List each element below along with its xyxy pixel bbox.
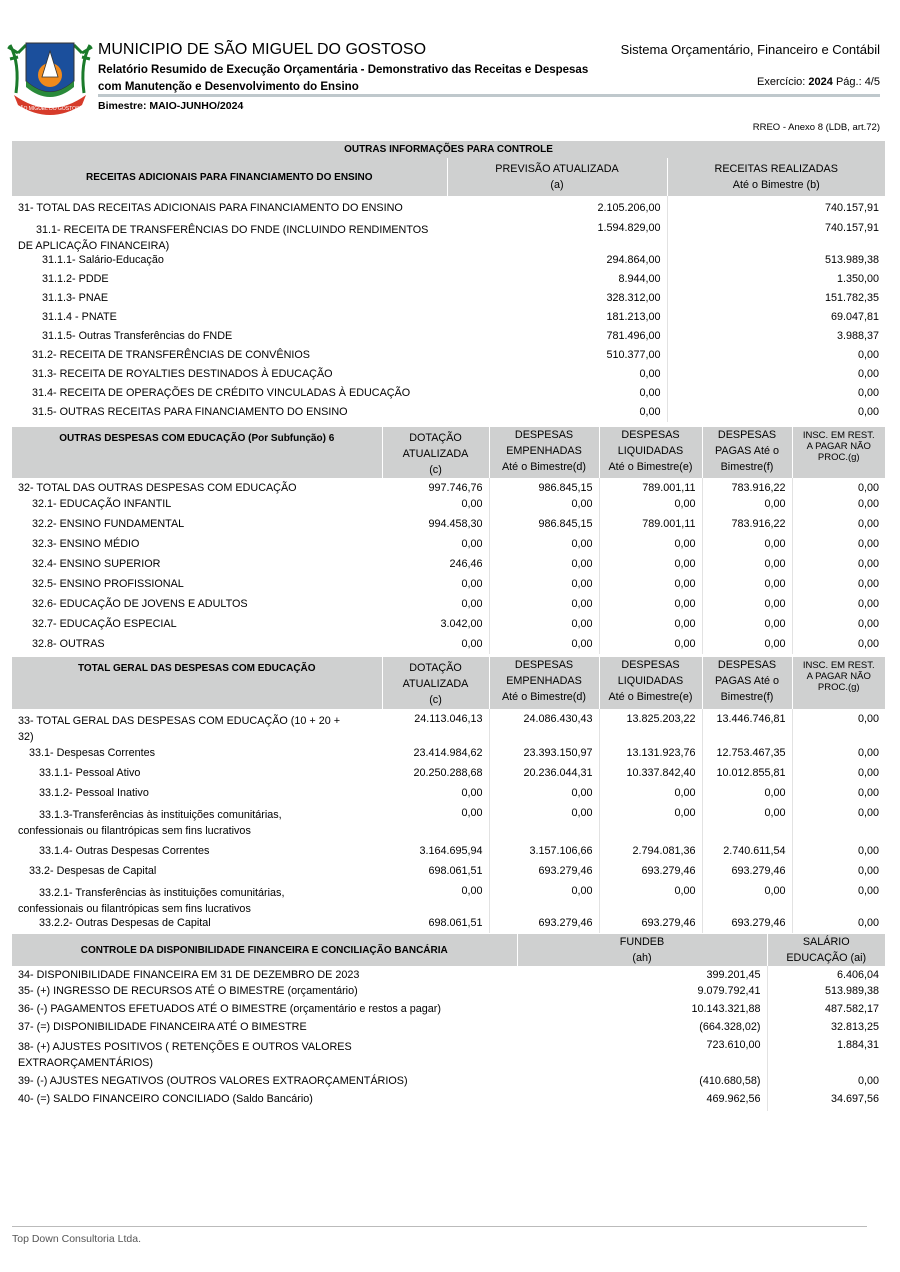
footer-divider <box>12 1226 867 1227</box>
table-row: 33.2.2- Outras Despesas de Capital 698.061,51 693.279,46 693.279,46 693.279,46 0,00 <box>12 917 885 933</box>
table-row: 32- TOTAL DAS OUTRAS DESPESAS COM EDUCAÇÃO 997.746,76 986.845,15 789.001,11 783.916,22 0,00 <box>12 478 885 498</box>
table-row: 31.1- RECEITA DE TRANSFERÊNCIAS DO FNDE (INCLUINDO RENDIMENTOS DE APLICAÇÃO FINANCEIRA) 1.594.829,00 740.157,91 <box>12 216 885 254</box>
footer-company: Top Down Consultoria Ltda. <box>12 1233 141 1245</box>
total-geral-table <box>12 657 885 933</box>
table-row: 33- TOTAL GERAL DAS DESPESAS COM EDUCAÇÃO (10 + 20 + 32) 24.113.046,13 24.086.430,43 13.825.203,22 13.446.746,81 0,00 <box>12 709 885 747</box>
previsao-atualizada-header: PREVISÃO ATUALIZADA (a) <box>447 158 667 196</box>
controle-header: CONTROLE DA DISPONIBILIDADE FINANCEIRA E CONCILIAÇÃO BANCÁRIA <box>12 934 517 966</box>
table-row: 37- (=) DISPONIBILIDADE FINANCEIRA ATÉ O BIMESTRE (664.328,02) 32.813,25 <box>12 1021 885 1039</box>
table-row: 31.1.3- PNAE 328.312,00 151.782,35 <box>12 292 885 311</box>
pagas-header: DESPESAS PAGAS Até o Bimestre(f) <box>702 427 792 478</box>
table-row: 33.1- Despesas Correntes 23.414.984,62 23.393.150,97 13.131.923,76 12.753.467,35 0,00 <box>12 747 885 767</box>
table-row: 32.1- EDUCAÇÃO INFANTIL 0,00 0,00 0,00 0,00 0,00 <box>12 498 885 518</box>
table-row: 31.4- RECEITA DE OPERAÇÕES DE CRÉDITO VINCULADAS À EDUCAÇÃO 0,00 0,00 <box>12 387 885 406</box>
logo-text: SÃO MIGUEL DO GOSTOSO <box>16 106 84 112</box>
table-row: 31.1.4 - PNATE 181.213,00 69.047,81 <box>12 311 885 330</box>
table-row: 33.1.2- Pessoal Inativo 0,00 0,00 0,00 0,00 0,00 <box>12 787 885 807</box>
table-row: 31.1.2- PDDE 8.944,00 1.350,00 <box>12 273 885 292</box>
table-row: 31.1.1- Salário-Educação 294.864,00 513.989,38 <box>12 254 885 273</box>
controle-disponibilidade-table <box>12 934 885 1111</box>
table-row: 33.1.1- Pessoal Ativo 20.250.288,68 20.236.044,31 10.337.842,40 10.012.855,81 0,00 <box>12 767 885 787</box>
page-number: Pág.: 4/5 <box>835 76 880 88</box>
table-row: 32.2- ENSINO FUNDAMENTAL 994.458,30 986.845,15 789.001,11 783.916,22 0,00 <box>12 518 885 538</box>
bimester-label: Bimestre: MAIO-JUNHO/2024 <box>98 100 244 112</box>
system-name: Sistema Orçamentário, Financeiro e Contábil <box>620 42 880 57</box>
outras-despesas-table <box>12 427 885 654</box>
municipality-title: MUNICIPIO DE SÃO MIGUEL DO GOSTOSO <box>98 41 427 58</box>
table-row: 32.8- OUTRAS 0,00 0,00 0,00 0,00 0,00 <box>12 638 885 654</box>
table-row: 33.2- Despesas de Capital 698.061,51 693.279,46 693.279,46 693.279,46 0,00 <box>12 861 885 883</box>
receitas-adicionais-header: RECEITAS ADICIONAIS PARA FINANCIAMENTO DO ENSINO <box>12 158 447 196</box>
exercise-year: 2024 <box>808 76 833 88</box>
restos-a-pagar-header: INSC. EM REST. A PAGAR NÃO PROC.(g) <box>792 657 885 709</box>
table-row: 31.3- RECEITA DE ROYALTIES DESTINADOS À EDUCAÇÃO 0,00 0,00 <box>12 368 885 387</box>
report-title-line2: com Manutenção e Desenvolvimento do Ensino <box>98 81 359 93</box>
liquidadas-header: DESPESAS LIQUIDADAS Até o Bimestre(e) <box>599 657 702 709</box>
empenhadas-header: DESPESAS EMPENHADAS Até o Bimestre(d) <box>489 427 599 478</box>
table-row: 39- (-) AJUSTES NEGATIVOS (OUTROS VALORES EXTRAORÇAMENTÁRIOS) (410.680,58) 0,00 <box>12 1075 885 1093</box>
outras-despesas-header: OUTRAS DESPESAS COM EDUCAÇÃO (Por Subfunção) 6 <box>12 427 382 478</box>
dotacao-header: DOTAÇÃO ATUALIZADA (c) <box>382 657 489 709</box>
table-row: 38- (+) AJUSTES POSITIVOS ( RETENÇÕES E OUTROS VALORES EXTRAORÇAMENTÁRIOS) 723.610,00 1.884,31 <box>12 1039 885 1075</box>
table-row: 35- (+) INGRESSO DE RECURSOS ATÉ O BIMESTRE (orçamentário) 9.079.792,41 513.989,38 <box>12 985 885 1003</box>
rreo-annex-note: RREO - Anexo 8 (LDB, art.72) <box>752 122 880 133</box>
exercise-label: Exercício: <box>757 76 806 88</box>
fundeb-header: FUNDEB (ah) <box>517 934 767 966</box>
report-title-line1: Relatório Resumido de Execução Orçamentária - Demonstrativo das Receitas e Despesas <box>98 64 589 76</box>
table-row: 33.1.4- Outras Despesas Correntes 3.164.695,94 3.157.106,66 2.794.081,36 2.740.611,54 0,00 <box>12 841 885 861</box>
table-row: 32.5- ENSINO PROFISSIONAL 0,00 0,00 0,00 0,00 0,00 <box>12 578 885 598</box>
total-geral-header: TOTAL GERAL DAS DESPESAS COM EDUCAÇÃO <box>12 657 382 709</box>
liquidadas-header: DESPESAS LIQUIDADAS Até o Bimestre(e) <box>599 427 702 478</box>
outras-informacoes-title: OUTRAS INFORMAÇÕES PARA CONTROLE <box>12 141 885 158</box>
exercise-info <box>757 76 880 88</box>
table-row: 32.7- EDUCAÇÃO ESPECIAL 3.042,00 0,00 0,00 0,00 0,00 <box>12 618 885 638</box>
table-row: 33.1.3-Transferências às instituições comunitárias, confessionais ou filantrópicas sem fins lucrativos 0,00 0,00 0,00 0,00 0,00 <box>12 807 885 841</box>
receitas-adicionais-table <box>12 141 885 422</box>
table-row: 40- (=) SALDO FINANCEIRO CONCILIADO (Saldo Bancário) 469.962,56 34.697,56 <box>12 1093 885 1111</box>
table-row: 36- (-) PAGAMENTOS EFETUADOS ATÉ O BIMESTRE (orçamentário e restos a pagar) 10.143.321,88 487.582,17 <box>12 1003 885 1021</box>
table-row: 32.4- ENSINO SUPERIOR 246,46 0,00 0,00 0,00 0,00 <box>12 558 885 578</box>
table-row: 31.1.5- Outras Transferências do FNDE 781.496,00 3.988,37 <box>12 330 885 349</box>
table-row: 31.5- OUTRAS RECEITAS PARA FINANCIAMENTO DO ENSINO 0,00 0,00 <box>12 406 885 422</box>
header-divider <box>98 94 880 97</box>
table-row: 32.3- ENSINO MÉDIO 0,00 0,00 0,00 0,00 0,00 <box>12 538 885 558</box>
restos-a-pagar-header: INSC. EM REST. A PAGAR NÃO PROC.(g) <box>792 427 885 478</box>
empenhadas-header: DESPESAS EMPENHADAS Até o Bimestre(d) <box>489 657 599 709</box>
table-row: 31- TOTAL DAS RECEITAS ADICIONAIS PARA FINANCIAMENTO DO ENSINO 2.105.206,00 740.157,91 <box>12 196 885 216</box>
dotacao-header: DOTAÇÃO ATUALIZADA (c) <box>382 427 489 478</box>
salario-educacao-header: SALÁRIO EDUCAÇÃO (ai) <box>767 934 885 966</box>
report-title <box>98 62 618 96</box>
table-row: 31.2- RECEITA DE TRANSFERÊNCIAS DE CONVÊNIOS 510.377,00 0,00 <box>12 349 885 368</box>
table-row: 34- DISPONIBILIDADE FINANCEIRA EM 31 DE DEZEMBRO DE 2023 399.201,45 6.406,04 <box>12 966 885 985</box>
receitas-realizadas-header: RECEITAS REALIZADAS Até o Bimestre (b) <box>667 158 885 196</box>
municipal-coat-of-arms-logo <box>6 33 94 115</box>
table-row: 33.2.1- Transferências às instituições comunitárias, confessionais ou filantrópicas sem fins lucrativos 0,00 0,00 0,00 0,00 0,00 <box>18 885 879 915</box>
pagas-header: DESPESAS PAGAS Até o Bimestre(f) <box>702 657 792 709</box>
table-row: 32.6- EDUCAÇÃO DE JOVENS E ADULTOS 0,00 0,00 0,00 0,00 0,00 <box>12 598 885 618</box>
